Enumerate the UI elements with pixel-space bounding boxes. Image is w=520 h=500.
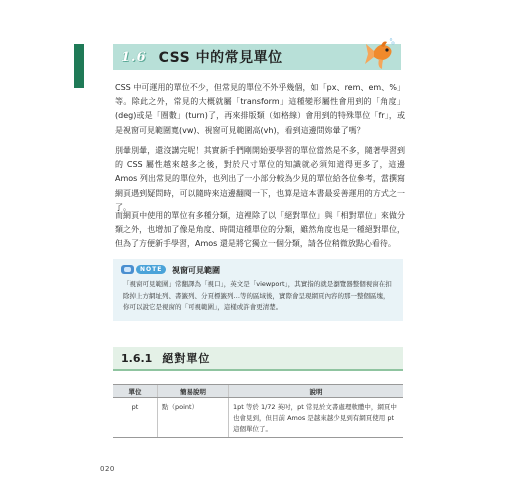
note-box [113, 259, 403, 321]
page-number: 020 [100, 465, 115, 473]
subsection-title: 絕對單位 [162, 352, 211, 365]
column-header: 單位 [113, 385, 158, 398]
column-header: 說明 [229, 385, 404, 398]
note-body: 「視窗可見範圍」常翻譯為「視口」，英文是「viewport」，其實指的就是瀏覽器整個視窗在扣除掉上方網址列、書籤列、分頁標籤列…等的區域後，實際會呈現網頁內容的那一整個區塊，你可以說它是視窗的「可視範圍」，這樣或許會更清楚。 [123, 280, 392, 311]
chapter-side-bar [74, 44, 84, 88]
column-header: 簡易說明 [158, 385, 229, 398]
paragraph: 別暈別暈，還沒講完呢！其實新手們剛開始要學習的單位當然是不多，隨著學習到的 CSS 屬性越來越多之後，對於尺寸單位的知識就必須知道得更多了，這邊 Amos 列出常見的單位外，也列出了一小部分較為少見的單位給各位參考，當撰寫網頁遇到疑問時，可以隨時來這邊翻閱一下，也算是這本書最妥善運用的方式之一了。 [115, 146, 405, 212]
table-cell: pt [113, 398, 158, 438]
table-row [113, 398, 403, 438]
subsection-header [113, 347, 403, 371]
units-table [113, 384, 403, 438]
paragraph: 而網頁中使用的單位有多種分類，這裡除了以「絕對單位」與「相對單位」來做分類之外，也增加了像是角度、時間這種單位的分類，雖然角度也是一種絕對單位，但為了方便新手學習，Amos 還是將它獨立一個分類，請各位稍微放點心看待。 [115, 211, 405, 249]
subsection-number: 1.6.1 [121, 351, 153, 365]
section-title-bar [113, 44, 401, 70]
note-cat-icon [121, 265, 134, 274]
note-badge [121, 265, 166, 274]
section-number: 1.6 [121, 49, 147, 65]
goldfish-icon [360, 37, 396, 71]
note-label: NOTE [136, 265, 166, 274]
note-title: 視窗可見範圍 [172, 266, 220, 275]
table-cell: 點（point） [158, 398, 229, 438]
table-header-row [113, 385, 403, 398]
paragraph: CSS 中可運用的單位不少，但常見的單位不外乎幾個，如「px、rem、em、%」等。除此之外，常見的大概就屬「transform」這種變形屬性會用到的「角度」(deg)或是「圈數」(turn)了，再來排版類（如格線）會用到的特殊單位「fr」，或是視窗可見範圍寬(vw)、視窗可見範圍高(vh)，看到這邊問妳暈了嗎？ [115, 83, 405, 135]
table-cell: 1pt 等於 1/72 英吋，pt 常見於文書處理軟體中，網頁中也會見到，但目前 Amos 是越來越少見到有網頁使用 pt 這個單位了。 [229, 398, 404, 438]
section-title: CSS 中的常見單位 [158, 50, 283, 66]
